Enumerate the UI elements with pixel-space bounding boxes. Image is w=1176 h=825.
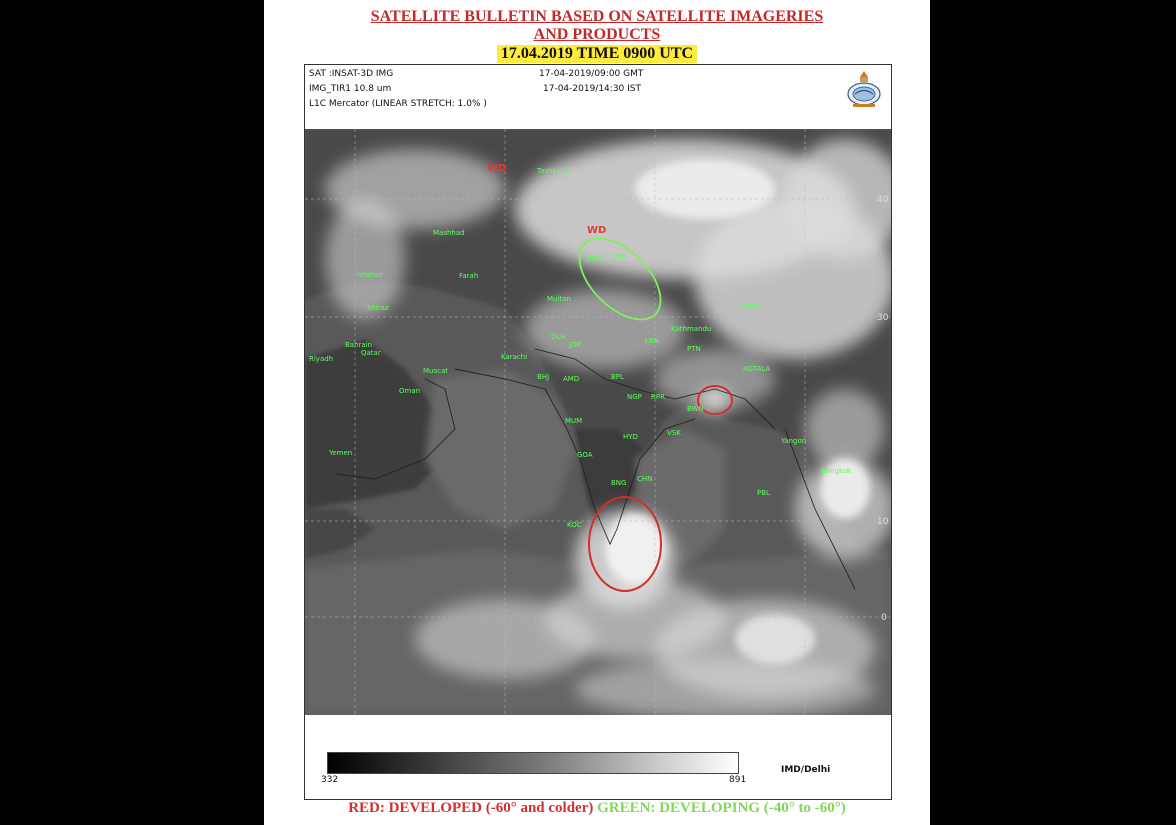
place-bhubaneswar: BWN (687, 405, 704, 413)
place-muscat: Muscat (423, 367, 449, 375)
bulletin-title: SATELLITE BULLETIN BASED ON SATELLITE IMAGERIES (370, 8, 824, 25)
place-agtala: AGTALA (743, 365, 771, 373)
place-bengaluru: BNG (611, 479, 627, 487)
lat-label-40: 40 (877, 195, 889, 205)
place-mashhad: Mashhad (433, 229, 465, 237)
place-isfahan: Isfahan (357, 271, 383, 279)
legend-line (264, 800, 930, 817)
place-multan: Multan (547, 295, 571, 303)
place-nagpur: NGP (627, 393, 642, 401)
place-chennai: CHN (637, 475, 653, 483)
colorbar-min: 332 (321, 775, 339, 785)
place-patna: PTN (687, 345, 701, 353)
place-jammu: JMU (613, 253, 627, 261)
place-karachi: Karachi (501, 353, 528, 361)
lat-label-30: 30 (877, 313, 889, 323)
place-mumbai: MUM (565, 417, 583, 425)
place-yemen: Yemen (329, 449, 353, 457)
imd-logo-icon (845, 69, 883, 109)
place-kathmandu: Kathmandu (671, 325, 712, 333)
place-srinagar: SRN (587, 255, 602, 263)
brightness-colorbar (327, 752, 739, 774)
place-ahmedabad: AMD (563, 375, 580, 383)
credit-label: IMD/Delhi (781, 765, 831, 775)
projection: L1C Mercator (LINEAR STRETCH: 1.0% ) (309, 99, 487, 109)
colorbar-max: 891 (729, 775, 747, 785)
place-delhi: DLH (551, 333, 566, 341)
place-qatar: Qatar (361, 349, 381, 357)
place-hyderabad: HYD (623, 433, 638, 441)
place-bangkok: Bangkok (821, 467, 852, 475)
ist-time: 17-04-2019/14:30 IST (543, 84, 641, 94)
legend-red: RED: DEVELOPED (-60° and colder) (348, 800, 594, 816)
channel-name: IMG_TIR1 10.8 um (309, 84, 392, 94)
place-jaipur: JDP (569, 341, 581, 349)
place-kochi: KOC (567, 521, 582, 529)
satellite-map (305, 129, 891, 715)
legend-green: GREEN: DEVELOPING (-40° to -60°) (597, 800, 846, 816)
place-shiraz: Shiraz (367, 304, 389, 312)
place-lucknow: LKN (645, 337, 659, 345)
place-lhasa: Lhasa (739, 301, 760, 309)
place-oman: Oman (399, 387, 421, 395)
place-farah: Farah (459, 272, 479, 280)
place-yangon: Yangon (781, 437, 807, 445)
place-bahrain: Bahrain (345, 341, 373, 349)
place-bhopal: BPL (611, 373, 624, 381)
sat-name: SAT :INSAT-3D IMG (309, 69, 394, 79)
wd-label-north: WD (487, 163, 507, 174)
place-tashkent: Tashkent (537, 167, 568, 175)
lat-label-0: 0 (881, 613, 887, 623)
satellite-image-panel (304, 64, 892, 800)
bulletin-date-time: 17.04.2019 TIME 0900 UTC (497, 45, 697, 63)
wd-label-central: WD (587, 225, 607, 236)
place-raipur: RPR (651, 393, 665, 401)
place-port-blair: PBL (757, 489, 770, 497)
place-vizag: VSK (667, 429, 681, 437)
bulletin-sheet (264, 0, 930, 825)
place-riyadh: Riyadh (309, 355, 334, 363)
place-bhuj: BHJ (537, 373, 550, 381)
bulletin-subtitle: AND PRODUCTS (533, 26, 661, 43)
lat-label-10: 10 (877, 517, 889, 527)
gmt-time: 17-04-2019/09:00 GMT (539, 69, 644, 79)
place-goa: GOA (577, 451, 593, 459)
